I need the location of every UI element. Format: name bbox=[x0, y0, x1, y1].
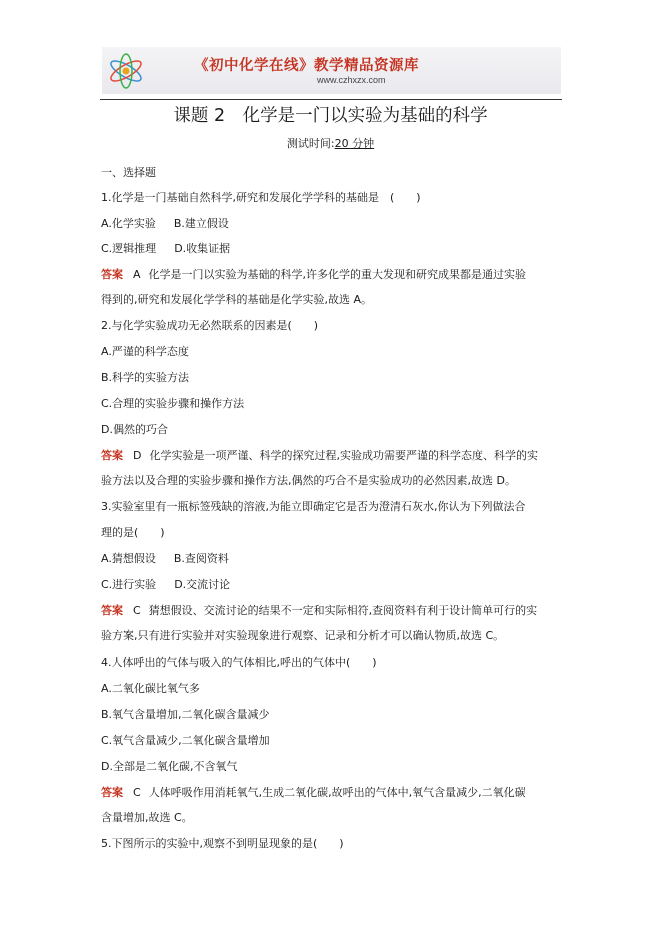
test-time bbox=[0, 135, 661, 151]
q4-stem: 4.人体呼出的气体与吸入的气体相比,呼出的气体中( ) bbox=[101, 656, 377, 669]
q1-stem: 1.化学是一门基础自然科学,研究和发展化学学科的基础是 ( ) bbox=[101, 191, 421, 204]
atom-logo-icon bbox=[106, 51, 146, 91]
q2-option-c: C.合理的实验步骤和操作方法 bbox=[101, 397, 245, 410]
q2-explanation-line1: 化学实验是一项严谨、科学的探究过程,实验成功需要严谨的科学态度、科学的实 bbox=[149, 449, 538, 462]
answer-label: 答案 bbox=[101, 604, 123, 617]
q1-option-a: A.化学实验 bbox=[101, 217, 156, 230]
answer-label: 答案 bbox=[101, 268, 123, 281]
q2-stem: 2.与化学实验成功无必然联系的因素是( ) bbox=[101, 319, 319, 332]
q1-options-row2 bbox=[101, 242, 230, 256]
q4-explanation-line2: 含量增加,故选 C。 bbox=[101, 811, 193, 824]
header-banner bbox=[102, 47, 561, 94]
q1-options-row1 bbox=[101, 217, 229, 231]
q3-option-c: C.进行实验 bbox=[101, 578, 157, 591]
answer-key: D bbox=[133, 449, 142, 462]
q3-explanation-line2: 验方案,只有进行实验并对实验现象进行观察、记录和分析才可以确认物质,故选 C。 bbox=[101, 629, 505, 642]
q1-explanation-line2: 得到的,研究和发展化学学科的基础是化学实验,故选 A。 bbox=[101, 293, 373, 306]
q3-options-row2 bbox=[101, 578, 230, 592]
q2-answer bbox=[101, 449, 538, 463]
q3-option-a: A.猜想假设 bbox=[101, 552, 156, 565]
q2-option-b: B.科学的实验方法 bbox=[101, 371, 190, 384]
q3-option-b: B.查阅资料 bbox=[173, 552, 229, 565]
q4-option-a: A.二氧化碳比氧气多 bbox=[101, 682, 200, 695]
answer-key: C bbox=[133, 604, 141, 617]
q4-option-b: B.氧气含量增加,二氧化碳含量减少 bbox=[101, 708, 270, 721]
q4-option-c: C.氧气含量减少,二氧化碳含量增加 bbox=[101, 734, 270, 747]
q3-options-row1 bbox=[101, 552, 229, 566]
q3-stem-line1: 3.实验室里有一瓶标签残缺的溶液,为能立即确定它是否为澄清石灰水,你认为下列做法合 bbox=[101, 500, 526, 513]
test-time-label: 测试时间: bbox=[286, 137, 335, 150]
q1-answer bbox=[101, 268, 526, 282]
q5-stem: 5.下图所示的实验中,观察不到明显现象的是( ) bbox=[101, 837, 344, 850]
q4-answer bbox=[101, 786, 526, 800]
q1-option-c: C.逻辑推理 bbox=[101, 242, 157, 255]
q3-option-d: D.交流讨论 bbox=[174, 578, 231, 591]
banner-title: 《初中化学在线》教学精品资源库 bbox=[194, 57, 419, 74]
q2-explanation-line2: 验方法以及合理的实验步骤和操作方法,偶然的巧合不是实验成功的必然因素,故选 D。 bbox=[101, 474, 516, 487]
q1-option-b: B.建立假设 bbox=[173, 217, 229, 230]
answer-label: 答案 bbox=[101, 449, 123, 462]
q1-option-d: D.收集证据 bbox=[174, 242, 231, 255]
banner-url: www.czhxzx.com bbox=[317, 75, 386, 85]
header-rule bbox=[100, 99, 562, 100]
q2-option-a: A.严谨的科学态度 bbox=[101, 345, 189, 358]
q2-option-d: D.偶然的巧合 bbox=[101, 423, 168, 436]
answer-label: 答案 bbox=[101, 786, 123, 799]
q3-answer bbox=[101, 604, 537, 618]
page-title: 课题 2 化学是一门以实验为基础的科学 bbox=[173, 106, 488, 126]
q3-explanation-line1: 猜想假设、交流讨论的结果不一定和实际相符,查阅资料有利于设计简单可行的实 bbox=[148, 604, 538, 617]
answer-key: C bbox=[133, 786, 141, 799]
q4-option-d: D.全部是二氧化碳,不含氧气 bbox=[101, 760, 238, 773]
test-time-value: 20 分钟 bbox=[334, 137, 375, 150]
answer-key: A bbox=[133, 268, 141, 281]
q4-explanation-line1: 人体呼吸作用消耗氧气,生成二氧化碳,故呼出的气体中,氧气含量减少,二氧化碳 bbox=[148, 786, 526, 799]
section-heading: 一、选择题 bbox=[101, 166, 156, 179]
q1-explanation-line1: 化学是一门以实验为基础的科学,许多化学的重大发现和研究成果都是通过实验 bbox=[148, 268, 527, 281]
q3-stem-line2: 理的是( ) bbox=[101, 526, 165, 539]
